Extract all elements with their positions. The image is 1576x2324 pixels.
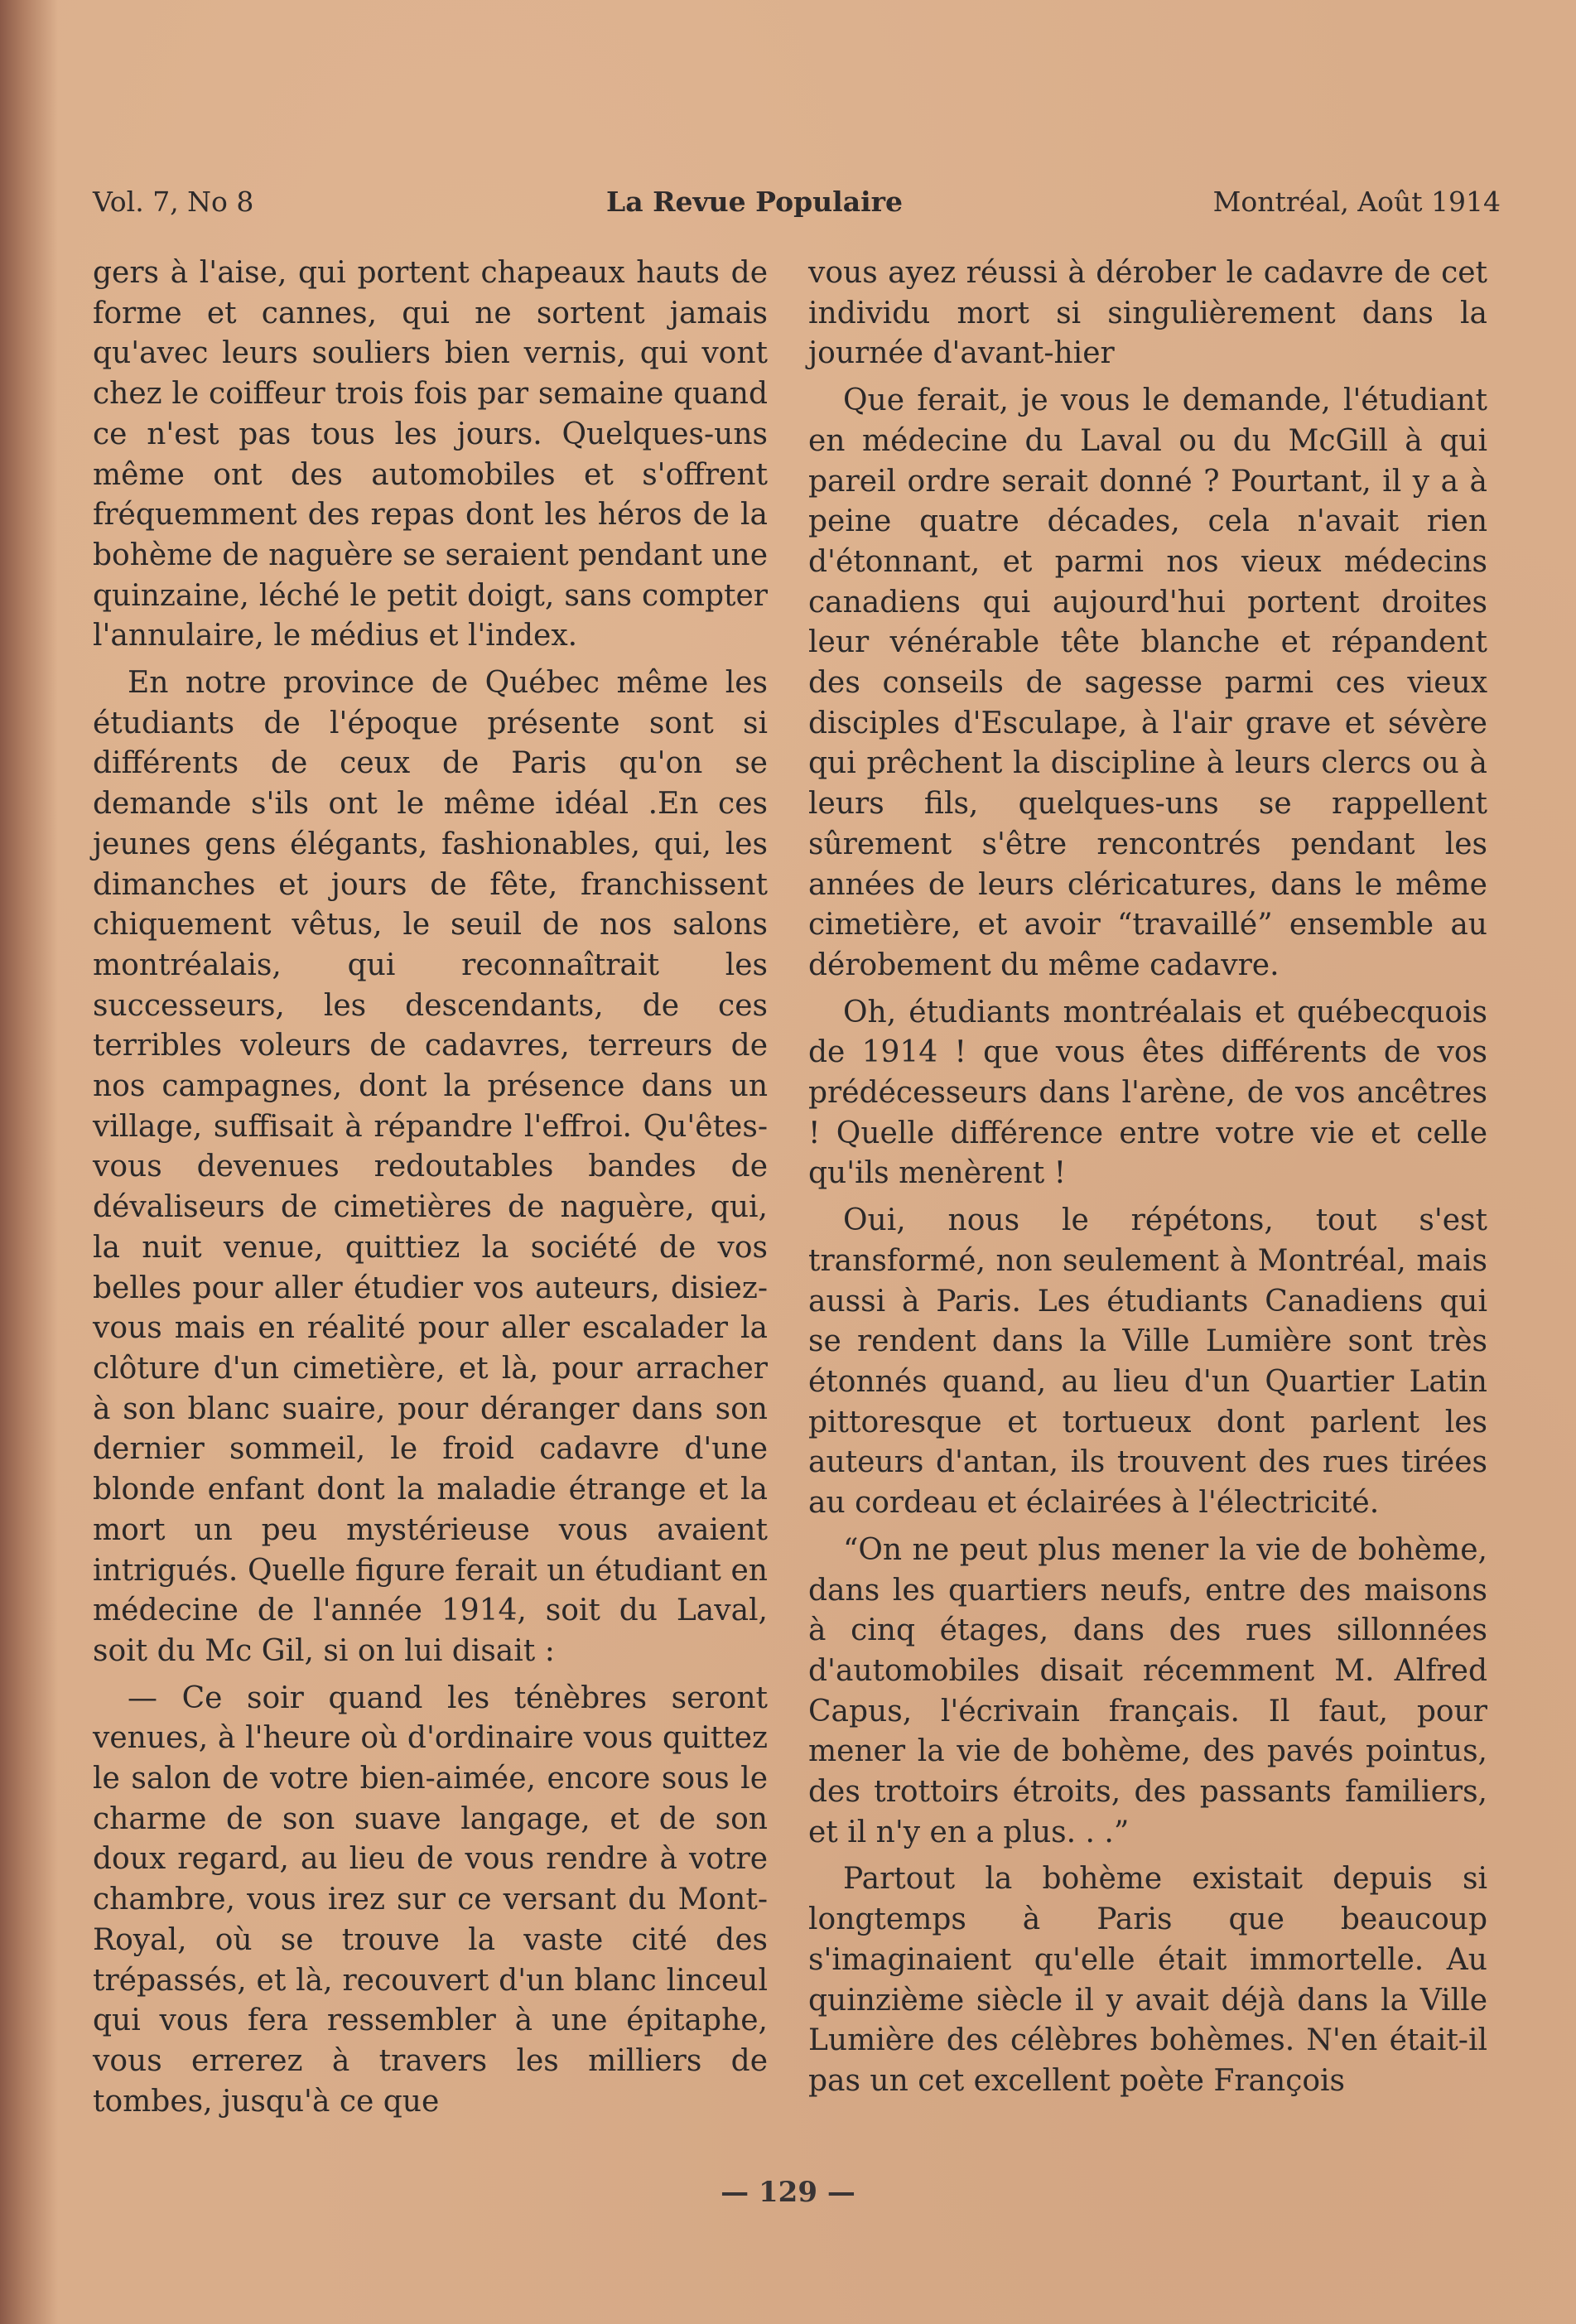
running-header (93, 186, 1501, 227)
left-column (93, 253, 768, 2122)
volume-number: Vol. 7, No 8 (93, 186, 254, 218)
page-binding-shadow (0, 0, 58, 2324)
paragraph: Oui, nous le répétons, tout s'est transformé, non seulement à Montréal, mais aussi à Paris. Les étudiants Canadiens qui se rendent dans la Ville Lumière sont très étonnés quand, au lieu d'un Quartier Latin pittoresque et tortueux dont parlent les auteurs d'antan, ils trouvent des rues tirées au cordeau et éclairées à l'électricité. (808, 1203, 1487, 1521)
paragraph: En notre province de Québec même les étudiants de l'époque présente sont si différents de ceux de Paris qu'on se demande s'ils ont le même idéal .En ces jeunes gens élégants, fashionables, qui, les dimanches et jours de fête, franchissent chiquement vêtus, le seuil de nos salons montréalais, qui reconnaîtrait les successeurs, les descendants, de ces terribles voleurs de cadavres, terreurs de nos campagnes, dont la présence dans un village, suffisait à répandre l'effroi. Qu'êtes-vous devenues redoutables bandes de dévaliseurs de cimetières de naguère, qui, la nuit venue, quittiez la société de vos belles pour aller étudier vos auteurs, disiez-vous mais en réalité pour aller escalader la clôture d'un cimetière, et là, pour arracher à son blanc suaire, pour déranger dans son dernier sommeil, le froid cadavre d'une blonde enfant dont la maladie étrange et la mort un peu mystérieuse vous avaient intrigués. Quelle figure ferait un étudiant en médecine de l'année 1914, soit du Laval, soit du Mc Gil, si on lui disait : (93, 666, 768, 1668)
right-column (808, 253, 1487, 2102)
paragraph: vous ayez réussi à dérober le cadavre de cet individu mort si singulièrement dans la journée d'avant-hier (808, 256, 1487, 371)
paragraph: Partout la bohème existait depuis si longtemps à Paris que beaucoup s'imaginaient qu'elle était immortelle. Au quinzième siècle il y avait déjà dans la Ville Lumière des célèbres bohèmes. N'en était-il pas un cet excellent poète François (808, 1862, 1487, 2098)
publication-title: La Revue Populaire (606, 186, 903, 218)
issue-date: Montréal, Août 1914 (1212, 186, 1501, 218)
paragraph: gers à l'aise, qui portent chapeaux hauts de forme et cannes, qui ne sortent jamais qu'avec leurs souliers bien vernis, qui vont chez le coiffeur trois fois par semaine quand ce n'est pas tous les jours. Quelques-uns même ont des automobiles et s'offrent fréquemment des repas dont les héros de la bohème de naguère se seraient pendant une quinzaine, léché le petit doigt, sans compter l'annulaire, le médius et l'index. (93, 256, 768, 653)
paragraph: — Ce soir quand les ténèbres seront venues, à l'heure où d'ordinaire vous quittez le salon de votre bien-aimée, encore sous le charme de son suave langage, et de son doux regard, au lieu de vous rendre à votre chambre, vous irez sur ce versant du Mont-Royal, où se trouve la vaste cité des trépassés, et là, recouvert d'un blanc linceul qui vous fera ressembler à une épitaphe, vous errerez à travers les milliers de tombes, jusqu'à ce que (93, 1680, 768, 2119)
paragraph: Oh, étudiants montréalais et québecquois de 1914 ! que vous êtes différents de vos prédécesseurs dans l'arène, de vos ancêtres ! Quelle différence entre votre vie et celle qu'ils menèrent ! (808, 995, 1487, 1191)
paragraph: Que ferait, je vous le demande, l'étudiant en médecine du Laval ou du McGill à qui pareil ordre serait donné ? Pourtant, il y a à peine quatre décades, cela n'avait rien d'étonnant, et parmi nos vieux médecins canadiens qui aujourd'hui portent droites leur vénérable tête blanche et répandent des conseils de sagesse parmi ces vieux disciples d'Esculape, à l'air grave et sévère qui prêchent la discipline à leurs clercs ou à leurs fils, quelques-uns se rappellent sûrement s'être rencontrés pendant les années de leurs cléricatures, dans le même cimetière, et avoir “travaillé” ensemble au dérobement du même cadavre. (808, 383, 1487, 982)
page-number: — 129 — (721, 2176, 855, 2209)
paragraph: “On ne peut plus mener la vie de bohème, dans les quartiers neufs, entre des maisons à cinq étages, dans des rues sillonnées d'automobiles disait récemment M. Alfred Capus, l'écrivain français. Il faut, pour mener la vie de bohème, des pavés pointus, des trottoirs étroits, des passants familiers, et il n'y en a plus. . .” (808, 1532, 1487, 1849)
